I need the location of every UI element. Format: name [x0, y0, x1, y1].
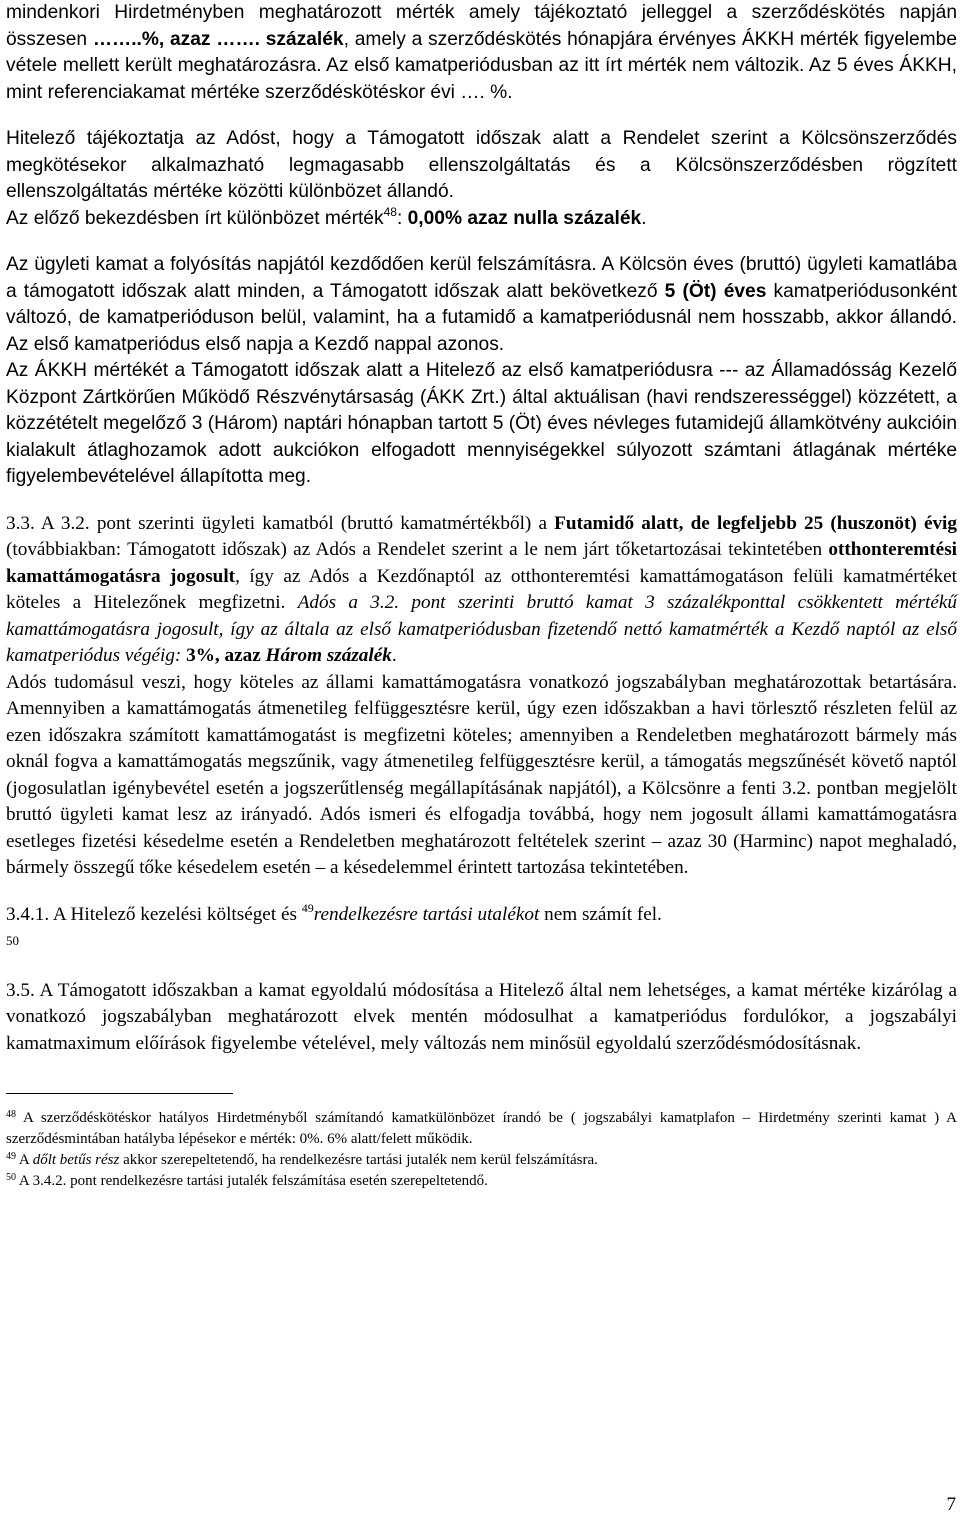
- footnote-text: A szerződéskötéskor hatályos Hirdetményből számítandó kamatkülönbözet írandó be ( jogszabályi kamatplafon – Hirdetmény szerinti kamat ) A szerződésmintában hatályba lépésekor e mérték: 0%. 6% alatt/felett működik.: [6, 1110, 957, 1147]
- paragraph-obligations: Adós tudomásul veszi, hogy köteles az állami kamattámogatásra vonatkozó jogszabályban meghatározottak betartására. Amennyiben a kamattámogatás átmenetileg felfüggesztésre kerül, úgy ezen időszakban a havi törlesztő részleten felül az ezen időszakra számított kamattámogatást is megfizetni köteles; amennyiben a Rendeletben meghatározott bármely más oknál fogva a kamattámogatás megszűnik, vagy átmenetileg felfüggesztésre kerül, a támogatás megszűnését követő naptól (jogosulatlan igénybevétel esetén a jogszerűtlenség megállapításának napjától), a Kölcsönre a fenti 3.2. pontban megjelölt bruttó ügyleti kamat lesz az irányadó. Adós ismeri és elfogadja továbbá, hogy nem jogosult állami kamattámogatásra esetleges fizetési késedelme esetén a Rendeletben meghatározott feltételek szerint – azaz 30 (Harminc) napot meghaladó, bármely összegű tőke késedelem esetén – a késedelemmel érintett tartozása tekintetében.: [6, 671, 957, 878]
- bold-eligibility: otthonteremtési kamattámogatásra jogosult: [6, 539, 957, 587]
- footnote-italic-text: dőlt betűs rész: [32, 1152, 120, 1168]
- footnote-49: [6, 1150, 957, 1171]
- bold-support-duration: Futamidő alatt, de legfeljebb 25 (huszonöt) évig: [554, 512, 957, 534]
- italic-commitment-fee: rendelkezésre tartási utalékot: [313, 903, 540, 925]
- text-segment: Az ügyleti kamat a folyósítás napjától kezdődően kerül felszámításra. A Kölcsön éves (bruttó) ügyleti kamatlába a támogatott időszak alatt minden, a Támogatott időszak alatt bekövetkező: [6, 254, 957, 302]
- footnote-ref-50[interactable]: 50: [6, 933, 19, 948]
- footnote-ref-49[interactable]: 49: [301, 900, 314, 915]
- text-segment: nem számít fel.: [539, 903, 662, 925]
- footnote-48: [6, 1108, 957, 1150]
- italic-net-rate-clause: Adós a 3.2. pont szerinti bruttó kamat 3 százalékponttal csökkentett mértékű kamattámogatásra jogosult, így az általa az első kamatperiódusban fizetendő nettó kamatmérték a Kezdő naptól az első kamatperiódus végéig:: [6, 592, 957, 666]
- page-number: 7: [946, 1494, 956, 1515]
- footnote-50: [6, 1171, 957, 1192]
- bold-italic-net-rate-words: Három százalék: [265, 645, 392, 666]
- paragraph-interest-rate-intro: [6, 0, 957, 106]
- footnote-number: 50: [6, 1172, 16, 1183]
- paragraph-section-3-4-1: [6, 902, 957, 958]
- text-segment: .: [641, 207, 647, 229]
- paragraph-interest-calculation: [6, 252, 957, 358]
- text-segment: 3.4.1. A Hitelező kezelési költséget és: [6, 903, 302, 925]
- footnote-separator: [6, 1093, 233, 1094]
- text-segment: Az előző bekezdésben írt különbözet mérték: [6, 207, 384, 229]
- footnote-text: akkor szerepeltetendő, ha rendelkezésre tartási jutalék nem kerül felszámításra.: [119, 1152, 598, 1168]
- text-segment: , amely a szerződéskötés hónapjára érvényes ÁKKH mérték figyelembe vétele mellett került meghatározásra. Az első kamatperiódusban az itt írt mérték nem változik. Az 5 éves ÁKKH, mint referenciakamat mértéke szerződéskötéskor évi …. %.: [6, 28, 958, 103]
- paragraph-difference-notice: [6, 126, 957, 232]
- footnote-text: A 3.4.2. pont rendelkezésre tartási jutalék felszámítása esetén szerepeltetendő.: [16, 1173, 488, 1189]
- text-segment: , így az Adós a Kezdőnaptól az otthonteremtési kamattámogatáson felüli kamatmértéket köteles a Hitelezőnek megfizetni.: [6, 565, 957, 613]
- bold-placeholder-rate: ……..%, azaz ……. százalék: [92, 28, 344, 50]
- document-page: [6, 0, 957, 1192]
- text-segment: .: [391, 645, 397, 666]
- paragraph-section-3-5: 3.5. A Támogatott időszakban a kamat egyoldalú módosítása a Hitelező által nem lehetséges, a kamat mértéke kizárólag a vonatkozó jogszabályban meghatározott elvek mentén módosulhat a kamatperiódus fordulókor, a jogszabályi kamatmaximum előírások figyelembe vételével, mely változás nem minősül egyoldalú szerződésmódosításnak.: [6, 979, 957, 1054]
- paragraph-section-3-3: [6, 511, 957, 670]
- footnote-ref-48[interactable]: 48: [383, 204, 397, 219]
- bold-difference-value: 0,00% azaz nulla százalék: [407, 207, 642, 229]
- footnotes: [6, 1108, 957, 1192]
- bold-net-rate: 3%, azaz: [186, 645, 266, 666]
- text-segment: 3.3. A 3.2. pont szerinti ügyleti kamatból (bruttó kamatmértékből) a: [6, 512, 555, 534]
- paragraph-akkh-rate: Az ÁKKH mértékét a Támogatott időszak alatt a Hitelező az első kamatperiódusra --- az Államadósság Kezelő Központ Zártkörűen Működő Részvénytársaság (ÁKK Zrt.) által aktuálisan (havi rendszerességgel) közzétett, a közzétételt megelőző 3 (Három) naptári hónapban tartott 5 (Öt) éves névleges futamidejű államkötvény aukcióin kialakult átlaghozamok adott aukciókon elfogadott mennyiségekkel súlyozott számtani átlagának mértéke figyelembevételével állapította meg.: [6, 360, 957, 487]
- footnote-number: 49: [6, 1151, 16, 1162]
- text-segment: Hitelező tájékoztatja az Adóst, hogy a Támogatott időszak alatt a Rendelet szerint a Kölcsönszerződés megkötésekor alkalmazható legmagasabb ellenszolgáltatás és a Kölcsönszerződésben rögzített ellenszolgáltatás mértéke közötti különbözet állandó.: [6, 128, 957, 202]
- footnote-text: A: [16, 1152, 33, 1168]
- text-segment: mindenkori Hirdetményben meghatározott mérték amely tájékoztató jelleggel a szerződéskötés napján összesen: [6, 2, 957, 50]
- text-segment: kamatperiódusonként változó, de kamatperióduson belül, valamint, ha a futamidő a kamatperiódusnál nem hosszabb, akkor állandó. Az első kamatperiódus első napja a Kezdő nappal azonos.: [6, 280, 957, 355]
- bold-period-length: 5 (Öt) éves: [664, 280, 767, 302]
- text-segment: (továbbiakban: Támogatott időszak) az Adós a Rendelet szerint a le nem járt tőketartozásai tekintetében: [6, 539, 829, 560]
- text-segment: :: [396, 207, 408, 229]
- footnote-number: 48: [6, 1109, 16, 1120]
